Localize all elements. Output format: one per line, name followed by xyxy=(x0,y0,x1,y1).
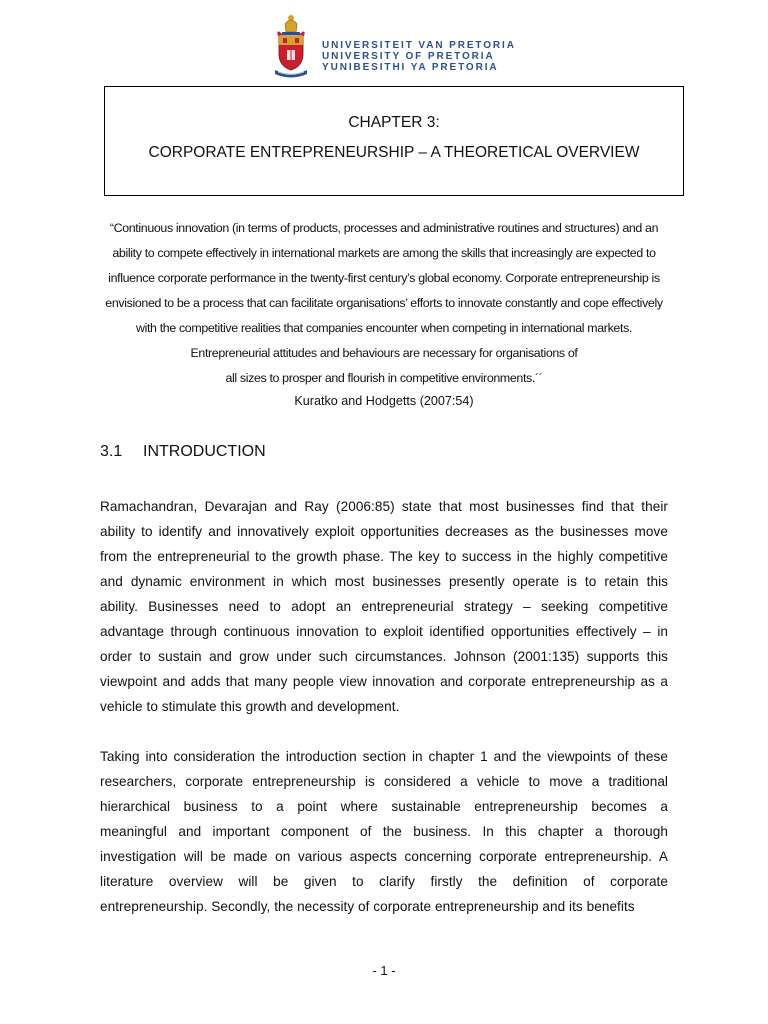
epigraph-quote xyxy=(100,216,668,416)
paragraph-line: researchers, corporate entrepreneurship is considered a vehicle to move a traditional xyxy=(100,774,668,789)
paragraph-line: investigation will be made on various aspects concerning corporate entrepreneurship. A xyxy=(100,849,668,864)
page-number: - 1 - xyxy=(372,963,396,978)
body-paragraph-2 xyxy=(100,744,668,919)
university-name-sepedi: YUNIBESITHI YA PRETORIA xyxy=(322,62,499,73)
chapter-title: CORPORATE ENTREPRENEURSHIP – A THEORETICAL OVERVIEW xyxy=(148,144,640,161)
paragraph-line: ability. Businesses need to adopt an entrepreneurial strategy – seeking competitive xyxy=(100,599,668,614)
paragraph-line: hierarchical business to a point where sustainable entrepreneurship becomes a xyxy=(100,799,668,814)
chapter-title-box xyxy=(104,86,684,196)
university-logo xyxy=(268,12,516,80)
paragraph-line: order to sustain and grow under such circumstances. Johnson (2001:135) supports this xyxy=(100,649,668,664)
epigraph-line: with the competitive realities that companies encounter when competing in international markets. xyxy=(135,321,633,335)
paragraph-line: viewpoint and adds that many people view innovation and corporate entrepreneurship as a xyxy=(100,674,668,689)
epigraph-line: Entrepreneurial attitudes and behaviours are necessary for organisations of xyxy=(190,346,578,360)
paragraph-line: advantage through continuous innovation to exploit identified opportunities effectively – in xyxy=(100,624,668,639)
epigraph-line: envisioned to be a process that can facilitate organisations’ efforts to innovate constantly and cope effectively xyxy=(105,296,663,310)
university-names xyxy=(322,40,516,73)
epigraph-line: influence corporate performance in the twenty-first century’s global economy. Corporate entrepreneurship is xyxy=(108,271,660,285)
paragraph-line: literature overview will be given to clarify firstly the definition of corporate xyxy=(100,874,668,889)
body-paragraph-1 xyxy=(100,494,668,719)
paragraph-line: ability to identify and innovatively exploit opportunities decreases as the businesses move xyxy=(100,524,668,539)
paragraph-line: meaningful and important component of the business. In this chapter a thorough xyxy=(100,824,668,839)
section-heading xyxy=(100,443,266,461)
university-name-afrikaans: UNIVERSITEIT VAN PRETORIA xyxy=(322,40,516,51)
section-number: 3.1 xyxy=(100,443,123,460)
paragraph-line: entrepreneurship. Secondly, the necessity of corporate entrepreneurship and its benefits xyxy=(100,899,635,914)
paragraph-line: Taking into consideration the introduction section in chapter 1 and the viewpoints of these xyxy=(100,749,668,764)
epigraph-line: all sizes to prosper and flourish in competitive environments.´´ xyxy=(225,371,543,385)
section-title: INTRODUCTION xyxy=(143,443,266,460)
university-crest-icon xyxy=(272,12,310,78)
paragraph-line: from the entrepreneurial to the growth phase. The key to success in the highly competitive xyxy=(100,549,668,564)
paragraph-line: and dynamic environment in which most businesses presently operate is to retain this xyxy=(100,574,668,589)
paragraph-line: vehicle to stimulate this growth and development. xyxy=(100,699,400,714)
epigraph-line: “Continuous innovation (in terms of products, processes and administrative routines and structures) and an xyxy=(109,221,659,235)
paragraph-line: Ramachandran, Devarajan and Ray (2006:85) state that most businesses find that their xyxy=(100,499,668,514)
university-name-english: UNIVERSITY OF PRETORIA xyxy=(322,51,495,62)
chapter-label: CHAPTER 3: xyxy=(348,114,440,131)
epigraph-citation: Kuratko and Hodgetts (2007:54) xyxy=(294,394,474,408)
epigraph-line: ability to compete effectively in international markets are among the skills that increasingly are expected to xyxy=(112,246,656,260)
